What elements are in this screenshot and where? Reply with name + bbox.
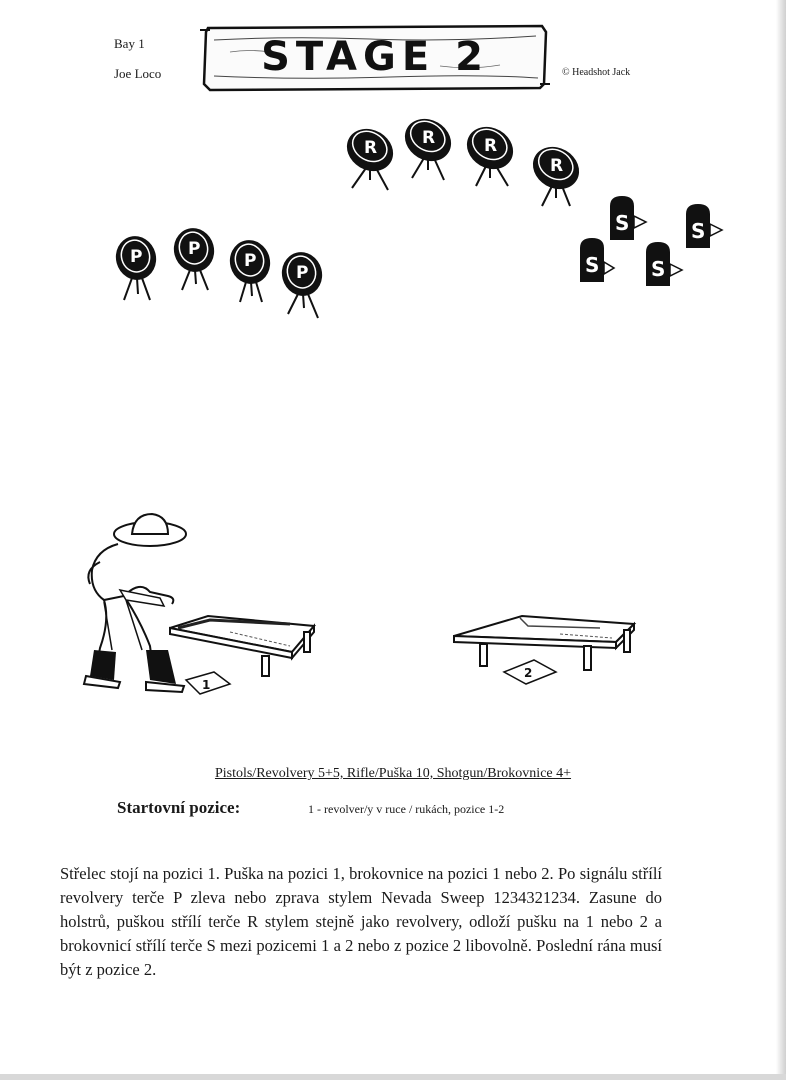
- pistol-target-4: [277, 248, 327, 318]
- shotgun-target-2: [610, 196, 646, 240]
- pistol-target-2: [169, 224, 219, 290]
- pistol-target-1-label: P: [130, 247, 143, 267]
- rifle-target-3-label: R: [484, 136, 498, 156]
- position-marker-2-label: 2: [524, 666, 533, 680]
- shooter-name: Joe Loco: [114, 66, 162, 81]
- scan-edge-right: [776, 0, 786, 1080]
- rifle-target-4-label: R: [550, 156, 564, 176]
- cowboy-shooter-figure: [84, 514, 186, 692]
- pistol-target-3: [225, 236, 275, 302]
- scan-edge-bottom: [0, 1074, 786, 1080]
- start-position-value: 1 - revolver/y v ruce / rukách, pozice 1-2: [308, 802, 505, 816]
- shotgun-target-3-label: S: [651, 257, 666, 281]
- position-marker-1-label: 1: [202, 678, 211, 692]
- rifle-target-2: [397, 111, 459, 180]
- rifle-target-2-label: R: [422, 128, 436, 148]
- rifle-target-1-label: R: [364, 138, 378, 158]
- pistol-target-3-label: P: [244, 251, 257, 271]
- shotgun-target-4: [686, 204, 722, 248]
- pistol-target-4-label: P: [296, 263, 309, 283]
- table-position-1: [170, 616, 314, 676]
- shotgun-target-3: [646, 242, 682, 286]
- start-position-label: Startovní pozice:: [117, 798, 241, 817]
- targets-layout: [0, 0, 786, 340]
- stage-title: STAGE 2: [261, 34, 489, 80]
- table-position-2: [454, 616, 634, 670]
- stage-description: Střelec stojí na pozici 1. Puška na pozici 1, brokovnice na pozici 1 nebo 2. Po signálu střílí revolvery terče P zleva nebo zprava stylem Nevada Sweep 1234321234. Zasune do holstrů, puškou střílí terče R stylem stejně jako revolvery, odloží pušku na 1 nebo 2 a brokovnicí střílí terče S mezi pozicemi 1 a 2 nebo z pozice 2 libovolně. Poslední rána musí být z pozice 2.: [60, 864, 662, 979]
- shotgun-target-1-label: S: [585, 253, 600, 277]
- pistol-target-2-label: P: [188, 239, 201, 259]
- position-marker-2: [504, 660, 556, 684]
- bay-label: Bay 1: [114, 36, 145, 51]
- pistol-target-1: [111, 232, 161, 300]
- rifle-target-1: [339, 121, 401, 190]
- shotgun-target-4-label: S: [691, 219, 706, 243]
- position-marker-1: [186, 672, 230, 694]
- shotgun-target-1: [580, 238, 614, 282]
- round-count-line: Pistols/Revolvery 5+5, Rifle/Puška 10, Shotgun/Brokovnice 4+: [214, 766, 572, 781]
- shooting-positions-illustration: [0, 500, 786, 710]
- rifle-target-3: [459, 119, 521, 186]
- copyright-text: © Headshot Jack: [562, 67, 631, 78]
- rifle-target-4: [525, 139, 587, 206]
- shotgun-target-2-label: S: [615, 211, 630, 235]
